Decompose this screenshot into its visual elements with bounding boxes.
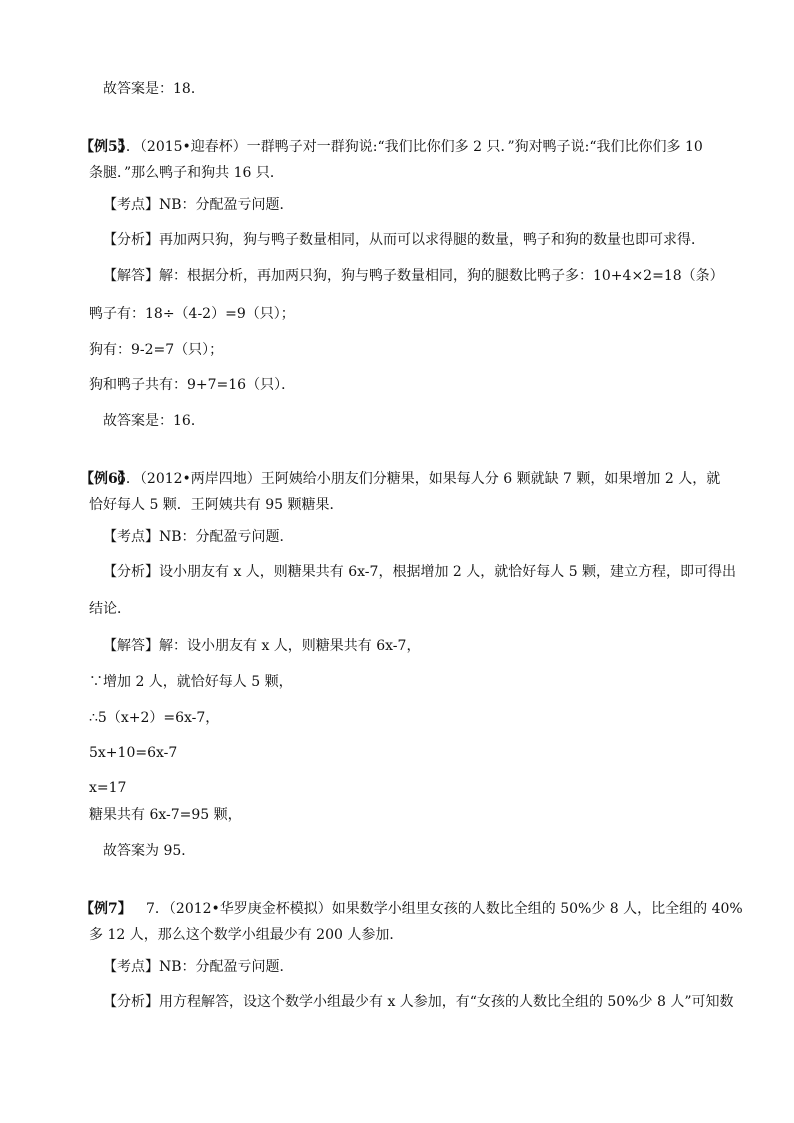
example-6-step-2: ∴5（x+2）=6x-7， bbox=[89, 710, 220, 726]
example-6-question-line-2: 恰好每人 5 颗．王阿姨共有 95 颗糖果． bbox=[89, 497, 344, 513]
example-5-jieda: 【解答】解：根据分析，再加两只狗，狗与鸭子数量相同，狗的腿数比鸭子多：10+4×2=18（条） bbox=[103, 268, 724, 284]
example-7-fenxi: 【分析】用方程解答，设这个数学小组最少有 x 人参加，有“女孩的人数比全组的 50%少 8 人”可知数 bbox=[103, 994, 734, 1010]
example-5-fenxi: 【分析】再加两只狗，狗与鸭子数量相同，从而可以求得腿的数量，鸭子和狗的数量也即可求得． bbox=[103, 232, 705, 248]
example-6-fenxi-line-2: 结论． bbox=[89, 601, 131, 617]
example-6-label: 【例6】 bbox=[80, 471, 132, 487]
example-6-answer: 故答案为 95． bbox=[103, 843, 196, 859]
example-6-jieda: 【解答】解：设小朋友有 x 人，则糖果共有 6x-7， bbox=[103, 638, 421, 654]
example-5-answer: 故答案是：16． bbox=[103, 413, 205, 429]
example-5-question-line-1: 5．（2015•迎春杯）一群鸭子对一群狗说:“我们比你们多 2 只．”狗对鸭子说:“我们比你们多 10 bbox=[117, 139, 703, 155]
example-7-kaodian: 【考点】NB：分配盈亏问题． bbox=[103, 959, 294, 975]
example-5-label: 【例5】 bbox=[80, 139, 132, 155]
example-6-step-3: 5x+10=6x-7 bbox=[89, 745, 178, 761]
example-5-step-1: 鸭子有：18÷（4-2）=9（只）； bbox=[89, 306, 295, 322]
example-6-kaodian: 【考点】NB：分配盈亏问题． bbox=[103, 529, 294, 545]
example-6-step-1: ∵增加 2 人，就恰好每人 5 颗， bbox=[89, 674, 293, 690]
example-6-step-4: x=17 bbox=[89, 780, 127, 796]
example-6-question-line-1: 6．（2012•两岸四地）王阿姨给小朋友们分糖果，如果每人分 6 颗就缺 7 颗，如果增加 2 人，就 bbox=[117, 471, 721, 487]
example-5-question-line-2: 条腿．”那么鸭子和狗共 16 只． bbox=[89, 165, 284, 181]
example-5-step-2: 狗有：9-2=7（只）； bbox=[89, 342, 224, 358]
example-6-step-5: 糖果共有 6x-7=95 颗， bbox=[89, 807, 242, 823]
example-7-label: 【例7】 bbox=[80, 901, 132, 917]
example-5-step-3: 狗和鸭子共有：9+7=16（只）． bbox=[89, 377, 296, 393]
example-7-question-line-1: 7．（2012•华罗庚金杯模拟）如果数学小组里女孩的人数比全组的 50%少 8 人，比全组的 40% bbox=[146, 901, 743, 917]
example-5-kaodian: 【考点】NB：分配盈亏问题． bbox=[103, 197, 294, 213]
previous-answer: 故答案是：18． bbox=[103, 81, 205, 97]
example-6-fenxi-line-1: 【分析】设小朋友有 x 人，则糖果共有 6x-7，根据增加 2 人，就恰好每人 5 颗，建立方程，即可得出 bbox=[103, 564, 737, 580]
example-7-question-line-2: 多 12 人，那么这个数学小组最少有 200 人参加． bbox=[89, 927, 404, 943]
